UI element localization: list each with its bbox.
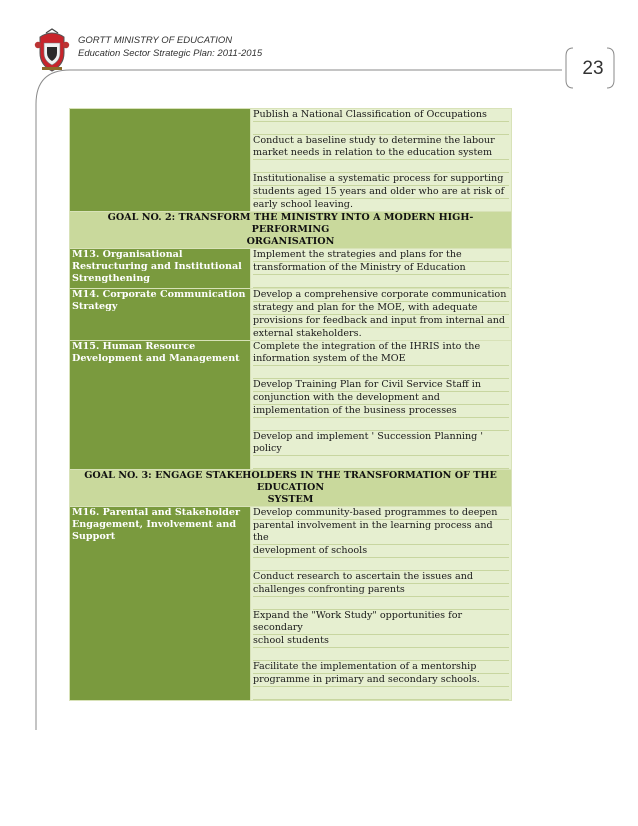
activity-line: Develop a comprehensive corporate communication	[253, 289, 509, 302]
spacer	[253, 275, 509, 288]
goal-line: GOAL NO. 3: ENGAGE STAKEHOLDERS IN THE TRANSFORMATION OF THE EDUCATION	[84, 470, 497, 493]
activity-line: parental involvement in the learning process and the	[253, 520, 509, 545]
measure-label: Engagement, Involvement and	[72, 519, 237, 530]
table-row	[70, 507, 512, 701]
activity-line: school students	[253, 635, 509, 648]
measure-label: Strengthening	[72, 273, 151, 284]
table-row	[70, 289, 512, 341]
empty-measure-cell	[70, 109, 251, 212]
activities-cell	[251, 289, 512, 341]
activity-line: transformation of the Ministry of Education	[253, 262, 509, 275]
table-row	[70, 341, 512, 470]
spacer	[253, 648, 509, 661]
activity-line: implementation of the business processes	[253, 405, 509, 418]
activity-line: Institutionalise a systematic process for supporting	[253, 173, 509, 186]
activity-line: students aged 15 years and older who are at risk of	[253, 186, 509, 199]
activity-line: early school leaving.	[253, 199, 353, 210]
activity-line: Implement the strategies and plans for the	[253, 249, 509, 262]
goal-row	[70, 212, 512, 249]
spacer	[253, 597, 509, 610]
activities-cell	[251, 109, 512, 212]
page-number: 23	[582, 58, 604, 79]
spacer	[253, 456, 509, 469]
activity-line: market needs in relation to the education system	[253, 147, 509, 160]
activity-line: programme in primary and secondary schools.	[253, 674, 509, 687]
activity-line: external stakeholders.	[253, 328, 362, 339]
spacer	[253, 366, 509, 379]
spacer	[253, 687, 509, 700]
table-row	[70, 109, 512, 212]
activity-line: Complete the integration of the IHRIS into the	[253, 341, 481, 352]
activity-line: conjunction with the development and	[253, 392, 509, 405]
activity-line: Develop Training Plan for Civil Service Staff in	[253, 379, 509, 392]
measure-label: M14. Corporate Communication	[72, 289, 246, 300]
measure-label: Support	[72, 531, 116, 542]
table-row	[70, 249, 512, 289]
activity-line: information system of the MOE	[253, 353, 509, 366]
measure-label: Restructuring and Institutional	[72, 261, 242, 272]
activity-line: Develop community-based programmes to deepen	[253, 507, 509, 520]
activity-line: Develop and implement ' Succession Planning ' policy	[253, 431, 509, 456]
measure-label: M16. Parental and Stakeholder	[72, 507, 241, 518]
measure-cell	[70, 507, 251, 701]
activity-line: challenges confronting parents	[253, 584, 509, 597]
measure-label: M13. Organisational	[72, 249, 183, 260]
activity-line: provisions for feedback and input from internal and	[253, 315, 509, 328]
activity-line: strategy and plan for the MOE, with adequate	[253, 302, 509, 315]
spacer	[253, 122, 509, 135]
goal-line: SYSTEM	[267, 494, 314, 505]
activity-line: Expand the "Work Study" opportunities for secondary	[253, 610, 509, 635]
measure-cell	[70, 249, 251, 289]
measure-cell	[70, 289, 251, 341]
activity-line: development of schools	[253, 545, 509, 558]
spacer	[253, 418, 509, 431]
measure-label: Development and Management	[72, 353, 240, 364]
activities-cell	[251, 249, 512, 289]
ministry-name: GORTT MINISTRY OF EDUCATION	[78, 35, 233, 46]
goal-3-heading	[70, 470, 512, 507]
activities-cell	[251, 507, 512, 701]
measure-label: Strategy	[72, 301, 118, 312]
goal-line: GOAL NO. 2: TRANSFORM THE MINISTRY INTO A MODERN HIGH-PERFORMING	[107, 212, 474, 235]
activities-cell	[251, 341, 512, 470]
goal-line: ORGANISATION	[246, 236, 335, 247]
spacer	[253, 558, 509, 571]
coat-of-arms-icon	[34, 27, 70, 73]
activity-line: Publish a National Classification of Occupations	[253, 109, 509, 122]
measure-cell	[70, 341, 251, 470]
activity-line: Conduct a baseline study to determine the labour	[253, 135, 495, 146]
measure-label: M15. Human Resource	[72, 341, 196, 352]
spacer	[253, 160, 509, 173]
activity-line: Facilitate the implementation of a mentorship	[253, 661, 509, 674]
plan-title: Education Sector Strategic Plan: 2011-2015	[78, 48, 263, 59]
goal-row	[70, 470, 512, 507]
goal-2-heading	[70, 212, 512, 249]
activity-line: Conduct research to ascertain the issues and	[253, 571, 509, 584]
strategic-plan-table	[69, 108, 512, 701]
